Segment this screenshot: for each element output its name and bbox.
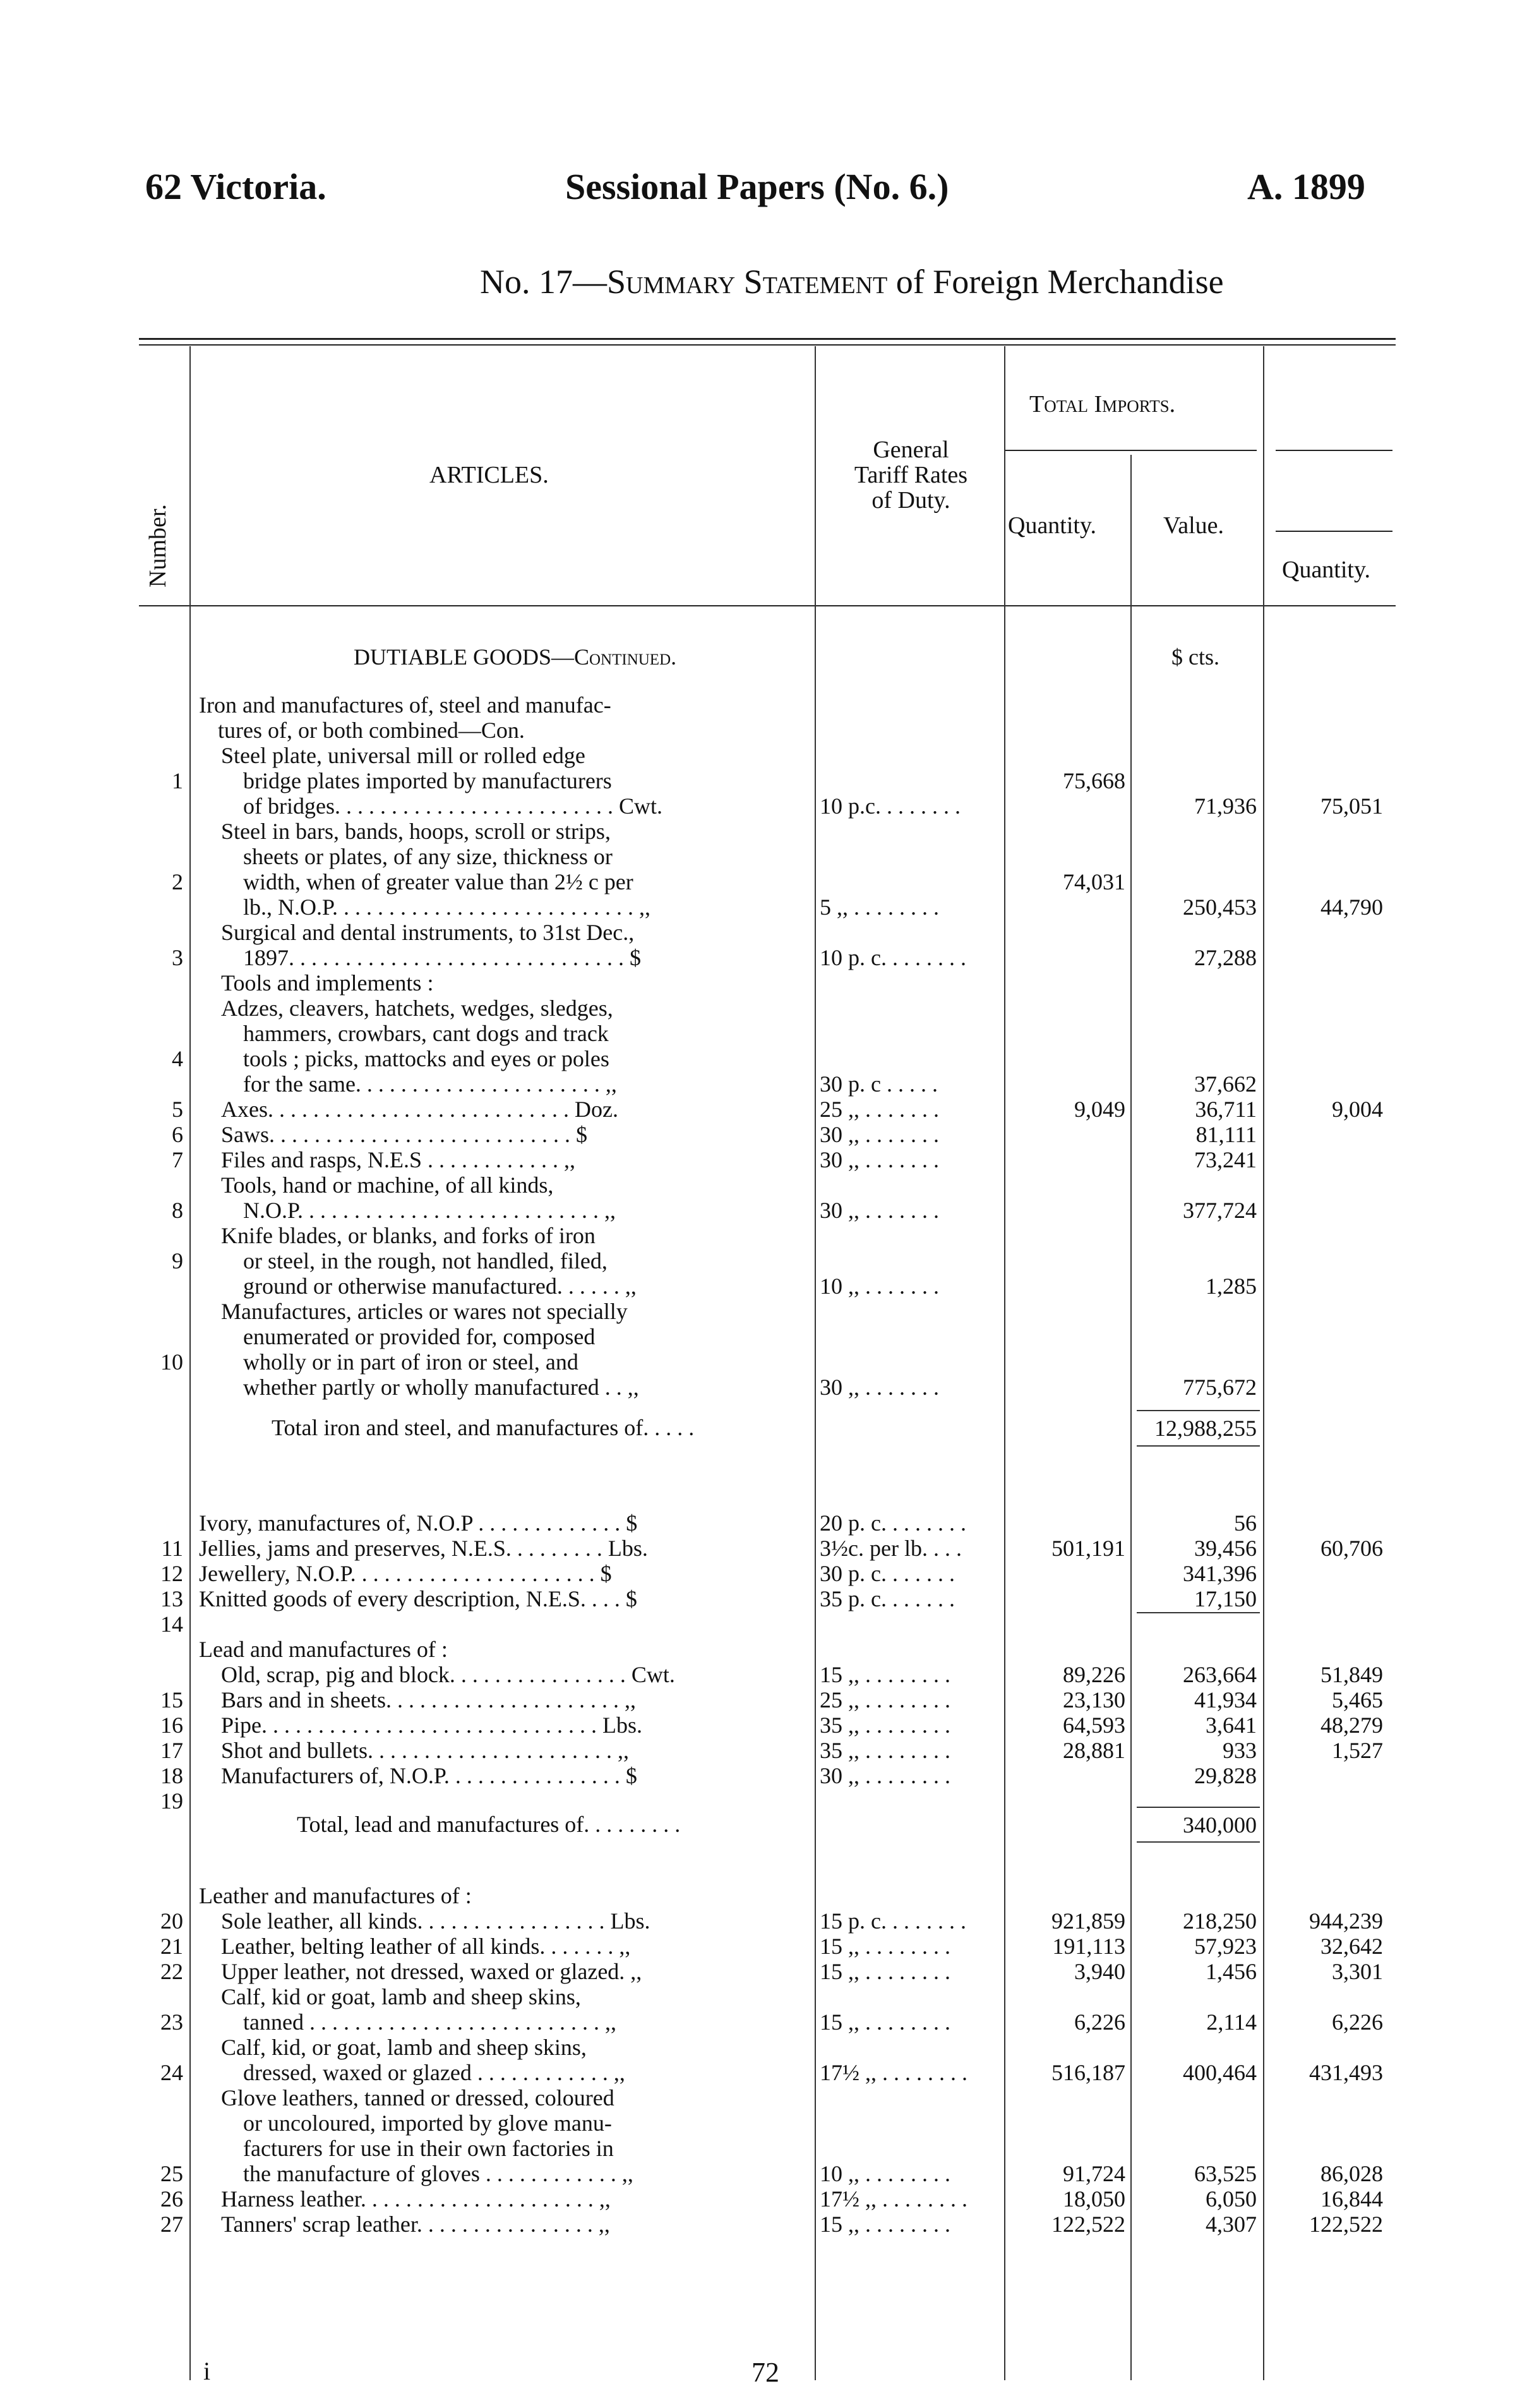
- row-number: 5: [172, 1097, 183, 1122]
- quantity-cell: 191,113: [1052, 1934, 1125, 1959]
- article-line: Manufactures, articles or wares not specially: [221, 1299, 628, 1324]
- quantity-cell: 516,187: [1051, 2060, 1125, 2085]
- row-number: 26: [160, 2186, 183, 2212]
- article-line: Shot and bullets. . . . . . . . . . . . . . . . . . . . . . ,,: [221, 1738, 629, 1763]
- article-line: dressed, waxed or glazed . . . . . . . . . . . . ,,: [243, 2060, 625, 2085]
- article-line: Steel in bars, bands, hoops, scroll or strips,: [221, 819, 611, 844]
- row-number: 14: [160, 1611, 183, 1637]
- article-line: whether partly or wholly manufactured . . ,,: [243, 1375, 639, 1400]
- row-number: 12: [160, 1561, 183, 1586]
- value-cell: 27,288: [1194, 945, 1257, 970]
- row-number: 10: [160, 1349, 183, 1375]
- value-cell: 6,050: [1206, 2186, 1257, 2212]
- row-number: 19: [160, 1788, 183, 1814]
- article-line: tanned . . . . . . . . . . . . . . . . . . . . . . . . . . ,,: [243, 2009, 616, 2035]
- row-number: 22: [160, 1959, 183, 1984]
- value-cell: 250,453: [1183, 894, 1257, 920]
- article-line: enumerated or provided for, composed: [243, 1324, 596, 1349]
- duty-rate: 30 ,, . . . . . . .: [820, 1147, 939, 1172]
- value-cell: 71,936: [1194, 793, 1257, 819]
- duty-rate: 10 ,, . . . . . . . .: [820, 2161, 950, 2186]
- column-total-imports-header: Total Imports.: [1029, 391, 1176, 418]
- duty-rate: 30 ,, . . . . . . .: [820, 1198, 939, 1223]
- article-line: or uncoloured, imported by glove manu-: [243, 2110, 612, 2136]
- article-line: Bars and in sheets. . . . . . . . . . . . . . . . . . . . . ,,: [221, 1687, 636, 1713]
- article-line: Jellies, jams and preserves, N.E.S. . . . . . . . . Lbs.: [199, 1536, 648, 1561]
- article-line: facturers for use in their own factories in: [243, 2136, 614, 2161]
- row-number: 8: [172, 1198, 183, 1223]
- duty-rate: 30 ,, . . . . . . .: [820, 1375, 939, 1400]
- column-articles-header: ARTICLES.: [429, 462, 549, 488]
- subtitle-caps: Summary Statement: [607, 263, 888, 301]
- value-cell: 81,111: [1195, 1122, 1257, 1147]
- col-divider-value: [1263, 346, 1264, 2380]
- rule-right-1: [1276, 450, 1392, 451]
- page-number: 72: [752, 2357, 779, 2388]
- total-rule: [1137, 1612, 1260, 1613]
- article-line: Tools and implements :: [221, 970, 434, 996]
- article-line: sheets or plates, of any size, thickness or: [243, 844, 613, 869]
- value-cell: 2,114: [1206, 2009, 1257, 2035]
- article-line: Old, scrap, pig and block. . . . . . . . . . . . . . . . Cwt.: [221, 1662, 675, 1687]
- column-rates-header-1: General: [873, 436, 949, 463]
- row-number: 4: [172, 1046, 183, 1071]
- total-iron-label: Total iron and steel, and manufactures of. . . . .: [272, 1415, 695, 1440]
- duty-rate: 25 ,, . . . . . . .: [820, 1097, 939, 1122]
- col-divider-number: [189, 346, 191, 2380]
- total-rule: [1137, 1410, 1260, 1411]
- value-cell: 73,241: [1194, 1147, 1257, 1172]
- quantity2-cell: 60,706: [1320, 1536, 1383, 1561]
- quantity2-cell: 5,465: [1332, 1687, 1383, 1713]
- value-cell: 36,711: [1195, 1097, 1257, 1122]
- section-dutiable-goods: DUTIABLE GOODS—Continued.: [354, 644, 677, 670]
- value-cell: 17,150: [1194, 1586, 1257, 1611]
- quantity-cell: 91,724: [1063, 2161, 1125, 2186]
- total-rule: [1137, 1445, 1260, 1447]
- duty-rate: 10 p. c. . . . . . . .: [820, 945, 966, 970]
- duty-rate: 15 ,, . . . . . . . .: [820, 1662, 950, 1687]
- duty-rate: 15 ,, . . . . . . . .: [820, 1959, 950, 1984]
- subtitle-prefix: No. 17—: [480, 263, 607, 301]
- row-number: 24: [160, 2060, 183, 2085]
- article-line: Manufacturers of, N.O.P. . . . . . . . . . . . . . . . $: [221, 1763, 637, 1788]
- column-rates-header-3: of Duty.: [871, 487, 950, 514]
- duty-rate: 3½c. per lb. . . .: [820, 1536, 962, 1561]
- value-cell: 400,464: [1183, 2060, 1257, 2085]
- duty-rate: 35 ,, . . . . . . . .: [820, 1713, 950, 1738]
- quantity-cell: 6,226: [1074, 2009, 1125, 2035]
- row-number: 27: [160, 2212, 183, 2237]
- value-cell: 377,724: [1183, 1198, 1257, 1223]
- header-left: 62 Victoria.: [145, 166, 326, 207]
- row-number: 3: [172, 945, 183, 970]
- article-line: Adzes, cleavers, hatchets, wedges, sledges,: [221, 996, 613, 1021]
- quantity2-cell: 3,301: [1332, 1959, 1383, 1984]
- article-line: tures of, or both combined—Con.: [218, 718, 525, 743]
- value-cell: 39,456: [1194, 1536, 1257, 1561]
- article-line: Knife blades, or blanks, and forks of iron: [221, 1223, 596, 1248]
- total-rule: [1137, 1841, 1260, 1843]
- column-quantity2-header: Quantity.: [1282, 557, 1371, 583]
- rule-header-bottom: [139, 605, 1396, 606]
- header-center: Sessional Papers (No. 6.): [565, 166, 949, 207]
- article-line: wholly or in part of iron or steel, and: [243, 1349, 578, 1375]
- value-cell: 933: [1223, 1738, 1257, 1763]
- row-number: 17: [160, 1738, 183, 1763]
- column-value-header: Value.: [1163, 512, 1225, 539]
- value-cell: 41,934: [1194, 1687, 1257, 1713]
- row-number: 7: [172, 1147, 183, 1172]
- quantity-cell: 23,130: [1063, 1687, 1125, 1713]
- row-number: 9: [172, 1248, 183, 1273]
- leather-heading: Leather and manufactures of :: [199, 1883, 472, 1908]
- total-lead-label: Total, lead and manufactures of. . . . . . . . .: [297, 1812, 681, 1837]
- article-line: Files and rasps, N.E.S . . . . . . . . . . . . ,,: [221, 1147, 575, 1172]
- article-line: Calf, kid or goat, lamb and sheep skins,: [221, 1984, 581, 2009]
- quantity-cell: 122,522: [1051, 2212, 1125, 2237]
- subtitle: [480, 262, 1224, 301]
- duty-rate: 35 ,, . . . . . . . .: [820, 1738, 950, 1763]
- quantity-cell: 921,859: [1051, 1908, 1125, 1934]
- row-number: 23: [160, 2009, 183, 2035]
- article-line: tools ; picks, mattocks and eyes or poles: [243, 1046, 609, 1071]
- duty-rate: 5 ,, . . . . . . . .: [820, 894, 939, 920]
- row-number: 21: [160, 1934, 183, 1959]
- quantity-cell: 18,050: [1063, 2186, 1125, 2212]
- article-line: the manufacture of gloves . . . . . . . . . . . . ,,: [243, 2161, 633, 2186]
- article-line: Tanners' scrap leather. . . . . . . . . . . . . . . . ,,: [221, 2212, 610, 2237]
- col-divider-articles: [815, 346, 816, 2380]
- lead-heading: Lead and manufactures of :: [199, 1637, 448, 1662]
- col-divider-quantity: [1130, 455, 1132, 2380]
- total-lead-value: 340,000: [1183, 1812, 1257, 1838]
- column-number-header: Number.: [145, 504, 171, 587]
- row-number: 2: [172, 869, 183, 894]
- duty-rate: 35 p. c. . . . . . .: [820, 1586, 955, 1611]
- article-line: bridge plates imported by manufacturers: [243, 768, 612, 793]
- rule-top-1: [139, 338, 1396, 340]
- value-cell: 63,525: [1194, 2161, 1257, 2186]
- article-line: Surgical and dental instruments, to 31st Dec.,: [221, 920, 635, 945]
- quantity2-cell: 48,279: [1320, 1713, 1383, 1738]
- article-line: Calf, kid, or goat, lamb and sheep skins,: [221, 2035, 587, 2060]
- value-cell: 263,664: [1183, 1662, 1257, 1687]
- value-cell: 1,285: [1206, 1273, 1257, 1299]
- article-line: Harness leather. . . . . . . . . . . . . . . . . . . . . ,,: [221, 2186, 611, 2212]
- col-divider-rates: [1004, 346, 1005, 2380]
- row-number: 20: [160, 1908, 183, 1934]
- quantity2-cell: 122,522: [1309, 2212, 1383, 2237]
- quantity-cell: 89,226: [1063, 1662, 1125, 1687]
- article-line: Leather, belting leather of all kinds. . . . . . . ,,: [221, 1934, 631, 1959]
- quantity2-cell: 16,844: [1320, 2186, 1383, 2212]
- duty-rate: 30 p. c. . . . . . .: [820, 1561, 955, 1586]
- duty-rate: 30 ,, . . . . . . .: [820, 1122, 939, 1147]
- article-line: 1897. . . . . . . . . . . . . . . . . . . . . . . . . . . . . . $: [243, 945, 641, 970]
- value-cell: 218,250: [1183, 1908, 1257, 1934]
- duty-rate: 10 p.c. . . . . . . .: [820, 793, 961, 819]
- column-quantity-header: Quantity.: [1008, 512, 1097, 539]
- quantity2-cell: 86,028: [1320, 2161, 1383, 2186]
- column-rates-header-2: Tariff Rates: [854, 462, 968, 488]
- value-cell: 775,672: [1183, 1375, 1257, 1400]
- row-number: 13: [160, 1586, 183, 1611]
- article-line: or steel, in the rough, not handled, filed,: [243, 1248, 608, 1273]
- duty-rate: 17½ ,, . . . . . . . .: [820, 2186, 967, 2212]
- quantity-cell: 501,191: [1051, 1536, 1125, 1561]
- duty-rate: 17½ ,, . . . . . . . .: [820, 2060, 967, 2085]
- article-line: Jewellery, N.O.P. . . . . . . . . . . . . . . . . . . . . . $: [199, 1561, 612, 1586]
- quantity2-cell: 944,239: [1309, 1908, 1383, 1934]
- total-rule: [1137, 1807, 1260, 1808]
- article-line: N.O.P. . . . . . . . . . . . . . . . . . . . . . . . . . . ,,: [243, 1198, 616, 1223]
- article-line: Pipe. . . . . . . . . . . . . . . . . . . . . . . . . . . . . . Lbs.: [221, 1713, 643, 1738]
- row-number: 1: [172, 768, 183, 793]
- duty-rate: 25 ,, . . . . . . . .: [820, 1687, 950, 1713]
- value-cell: 29,828: [1194, 1763, 1257, 1788]
- article-line: Upper leather, not dressed, waxed or glazed. ,,: [221, 1959, 642, 1984]
- footer-mark: i: [203, 2357, 211, 2385]
- value-cell: 341,396: [1183, 1561, 1257, 1586]
- quantity2-cell: 1,527: [1332, 1738, 1383, 1763]
- article-line: lb., N.O.P. . . . . . . . . . . . . . . . . . . . . . . . . . . ,,: [243, 894, 651, 920]
- subtitle-rest: of Foreign Merchandise: [887, 263, 1224, 301]
- quantity2-cell: 51,849: [1320, 1662, 1383, 1687]
- quantity2-cell: 44,790: [1320, 894, 1383, 920]
- article-line: Saws. . . . . . . . . . . . . . . . . . . . . . . . . . . $: [221, 1122, 588, 1147]
- quantity2-cell: 32,642: [1320, 1934, 1383, 1959]
- value-cell: 3,641: [1206, 1713, 1257, 1738]
- quantity-cell: 3,940: [1074, 1959, 1125, 1984]
- article-line: Tools, hand or machine, of all kinds,: [221, 1172, 554, 1198]
- rule-total-imports: [1004, 450, 1257, 451]
- quantity-cell: 75,668: [1063, 768, 1125, 793]
- quantity2-cell: 431,493: [1309, 2060, 1383, 2085]
- article-line: of bridges. . . . . . . . . . . . . . . . . . . . . . . . . Cwt.: [243, 793, 662, 819]
- duty-rate: 20 p. c. . . . . . . .: [820, 1510, 966, 1536]
- duty-rate: 10 ,, . . . . . . .: [820, 1273, 939, 1299]
- duty-rate: 30 p. c . . . . .: [820, 1071, 938, 1097]
- quantity-cell: 64,593: [1063, 1713, 1125, 1738]
- header-right: A. 1899: [1247, 166, 1365, 207]
- total-iron-value: 12,988,255: [1154, 1416, 1257, 1441]
- duty-rate: 15 p. c. . . . . . . .: [820, 1908, 966, 1934]
- article-line: width, when of greater value than 2½ c per: [243, 869, 633, 894]
- quantity-cell: 28,881: [1063, 1738, 1125, 1763]
- quantity2-cell: 75,051: [1320, 793, 1383, 819]
- article-line: Iron and manufactures of, steel and manufac-: [199, 692, 611, 718]
- article-line: Glove leathers, tanned or dressed, coloured: [221, 2085, 614, 2110]
- rule-top-2: [139, 344, 1396, 346]
- row-number: 6: [172, 1122, 183, 1147]
- duty-rate: 30 ,, . . . . . . . .: [820, 1763, 950, 1788]
- article-line: hammers, crowbars, cant dogs and track: [243, 1021, 609, 1046]
- rule-right-2: [1276, 531, 1392, 532]
- value-cell: 4,307: [1206, 2212, 1257, 2237]
- quantity2-cell: 6,226: [1332, 2009, 1383, 2035]
- duty-rate: 15 ,, . . . . . . . .: [820, 1934, 950, 1959]
- article-line: Steel plate, universal mill or rolled edge: [221, 743, 585, 768]
- duty-rate: 15 ,, . . . . . . . .: [820, 2212, 950, 2237]
- value-units: $ cts.: [1171, 644, 1219, 670]
- article-line: Sole leather, all kinds. . . . . . . . . . . . . . . . . Lbs.: [221, 1908, 650, 1934]
- row-number: 15: [160, 1687, 183, 1713]
- article-line: Axes. . . . . . . . . . . . . . . . . . . . . . . . . . . Doz.: [221, 1097, 618, 1122]
- value-cell: 37,662: [1194, 1071, 1257, 1097]
- article-line: for the same. . . . . . . . . . . . . . . . . . . . . . ,,: [243, 1071, 617, 1097]
- article-line: Ivory, manufactures of, N.O.P . . . . . . . . . . . . . $: [199, 1510, 638, 1536]
- row-number: 16: [160, 1713, 183, 1738]
- value-cell: 1,456: [1206, 1959, 1257, 1984]
- quantity-cell: 74,031: [1063, 869, 1125, 894]
- row-number: 25: [160, 2161, 183, 2186]
- row-number: 18: [160, 1763, 183, 1788]
- duty-rate: 15 ,, . . . . . . . .: [820, 2009, 950, 2035]
- article-line: ground or otherwise manufactured. . . . . . ,,: [243, 1273, 637, 1299]
- value-cell: 57,923: [1194, 1934, 1257, 1959]
- value-cell: 56: [1234, 1510, 1257, 1536]
- article-line: Knitted goods of every description, N.E.S. . . . $: [199, 1586, 637, 1611]
- row-number: 11: [161, 1536, 183, 1561]
- quantity2-cell: 9,004: [1332, 1097, 1383, 1122]
- quantity-cell: 9,049: [1074, 1097, 1125, 1122]
